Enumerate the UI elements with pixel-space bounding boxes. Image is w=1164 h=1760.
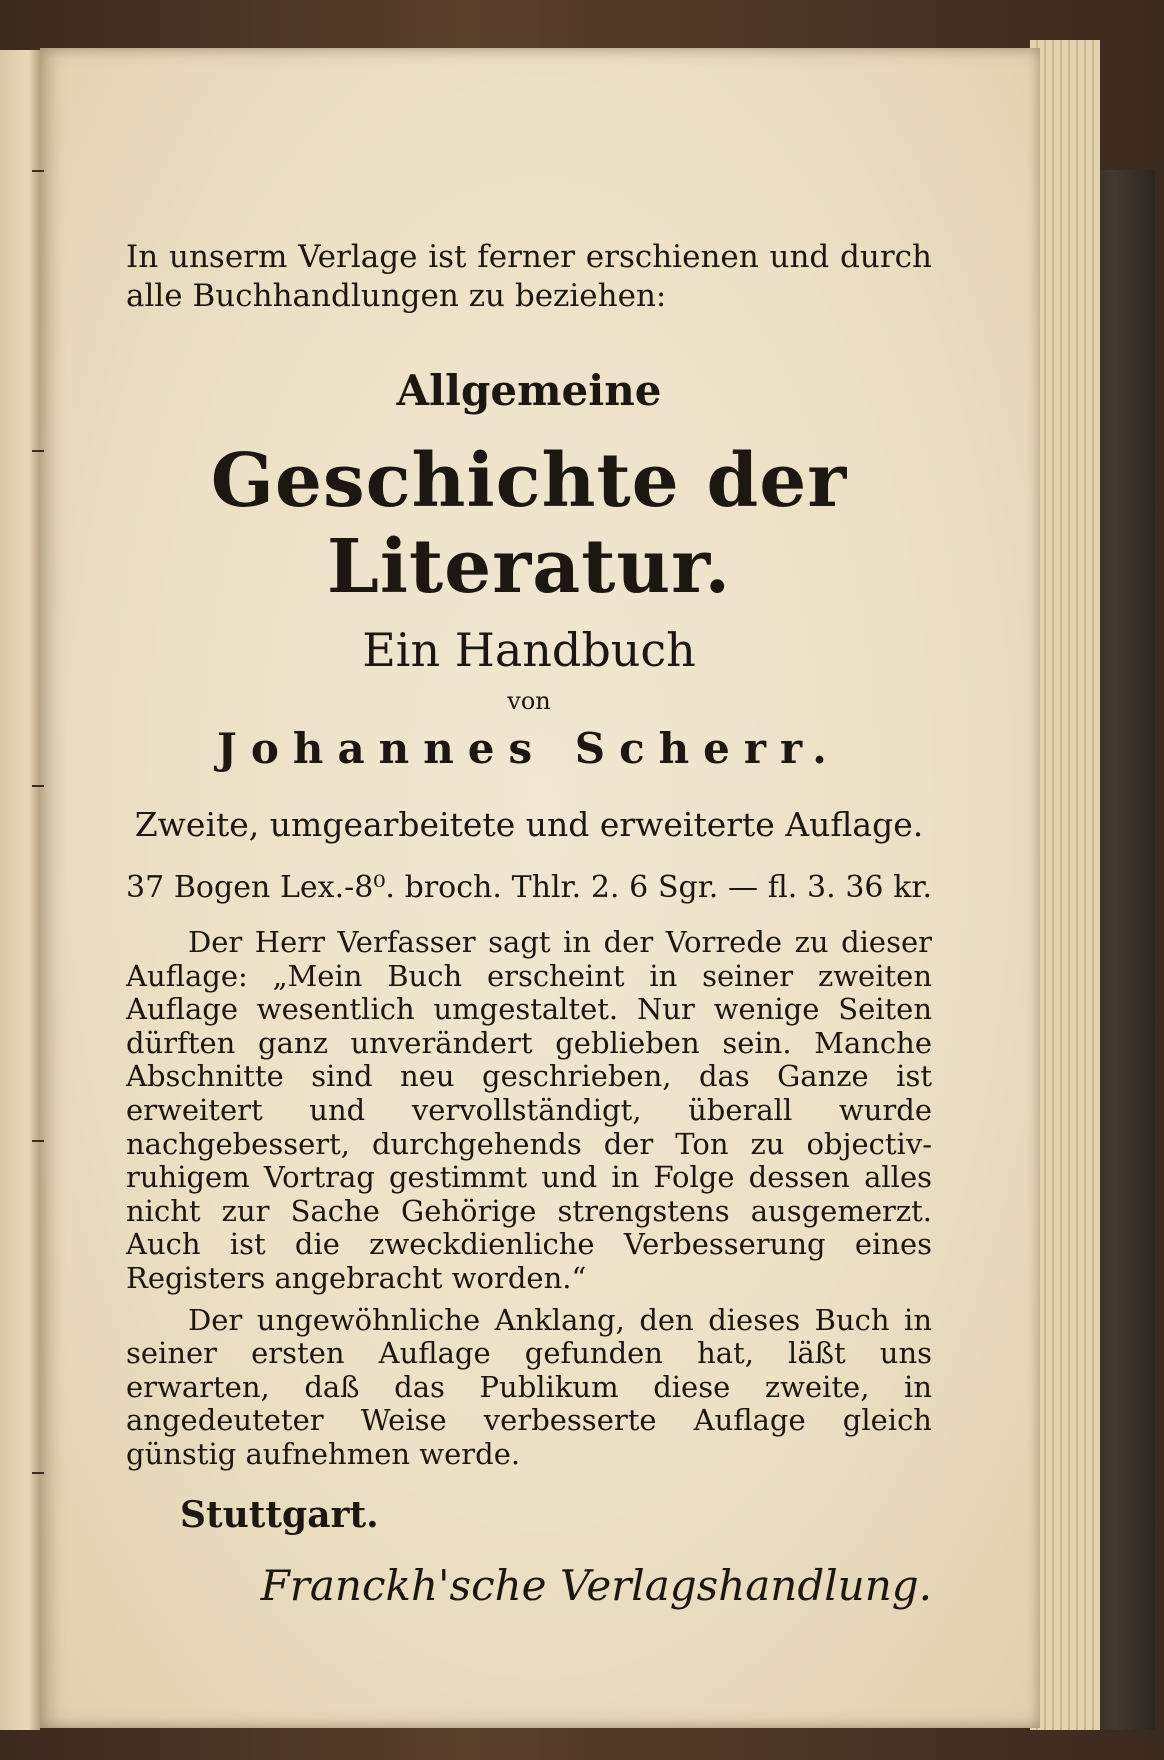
- reception-paragraph: Der ungewöhnliche Anklang, den dieses Buch in seiner ersten Auflage gefunden hat, läßt uns erwarten, daß das Publikum diese zweite, in angedeuteter Weise verbesserte Auflage gleich günstig aufnehmen werde.: [126, 1302, 932, 1471]
- publisher-name: Franckh'sche Verlagshandlung.: [260, 1560, 932, 1610]
- edition-line: Zweite, umgearbeitete und erweiterte Auflage.: [134, 805, 924, 844]
- margin-mark: [32, 450, 44, 452]
- author-name: Johannes Scherr.: [217, 724, 841, 773]
- preface-quote-paragraph: Der Herr Verfasser sagt in der Vorrede zu dieser Auflage: „Mein Buch erscheint in seiner zweiten Auflage wesentlich umgestaltet. Nur wenige Seiten dürften ganz unverändert geblieben sein. Manche Abschnitte sind neu geschrieben, das Ganze ist erweitert und vervollständigt, überall wurde nachgebessert, durchgehends der Ton zu objectiv-ruhigem Vortrag gestimmt und in Folge dessen alles nicht zur Sache Gehörige strengstens ausgemerzt. Auch ist die zweckdienliche Verbesserung eines Registers angebracht worden.“: [126, 925, 932, 1295]
- book-page: [40, 48, 1040, 1728]
- book-subtitle: Ein Handbuch: [362, 623, 696, 677]
- book-title: Geschichte der Literatur.: [210, 438, 848, 610]
- margin-mark: [32, 170, 44, 172]
- place-name: Stuttgart.: [180, 1493, 379, 1536]
- title-line-1: Allgemeine: [396, 366, 662, 415]
- by-word: von: [507, 687, 551, 715]
- page-edges: [1030, 40, 1100, 1730]
- margin-mark: [32, 785, 44, 787]
- intro-text: In unserm Verlage ist ferner erschienen und durch alle Buchhandlungen zu beziehen:: [126, 239, 932, 314]
- advertisement-text: [126, 238, 932, 1612]
- price-line: 37 Bogen Lex.-8⁰. broch. Thlr. 2. 6 Sgr. — fl. 3. 36 kr.: [126, 870, 932, 905]
- margin-mark: [32, 1472, 44, 1474]
- margin-mark: [32, 1140, 44, 1142]
- previous-page-edge: [0, 50, 40, 1730]
